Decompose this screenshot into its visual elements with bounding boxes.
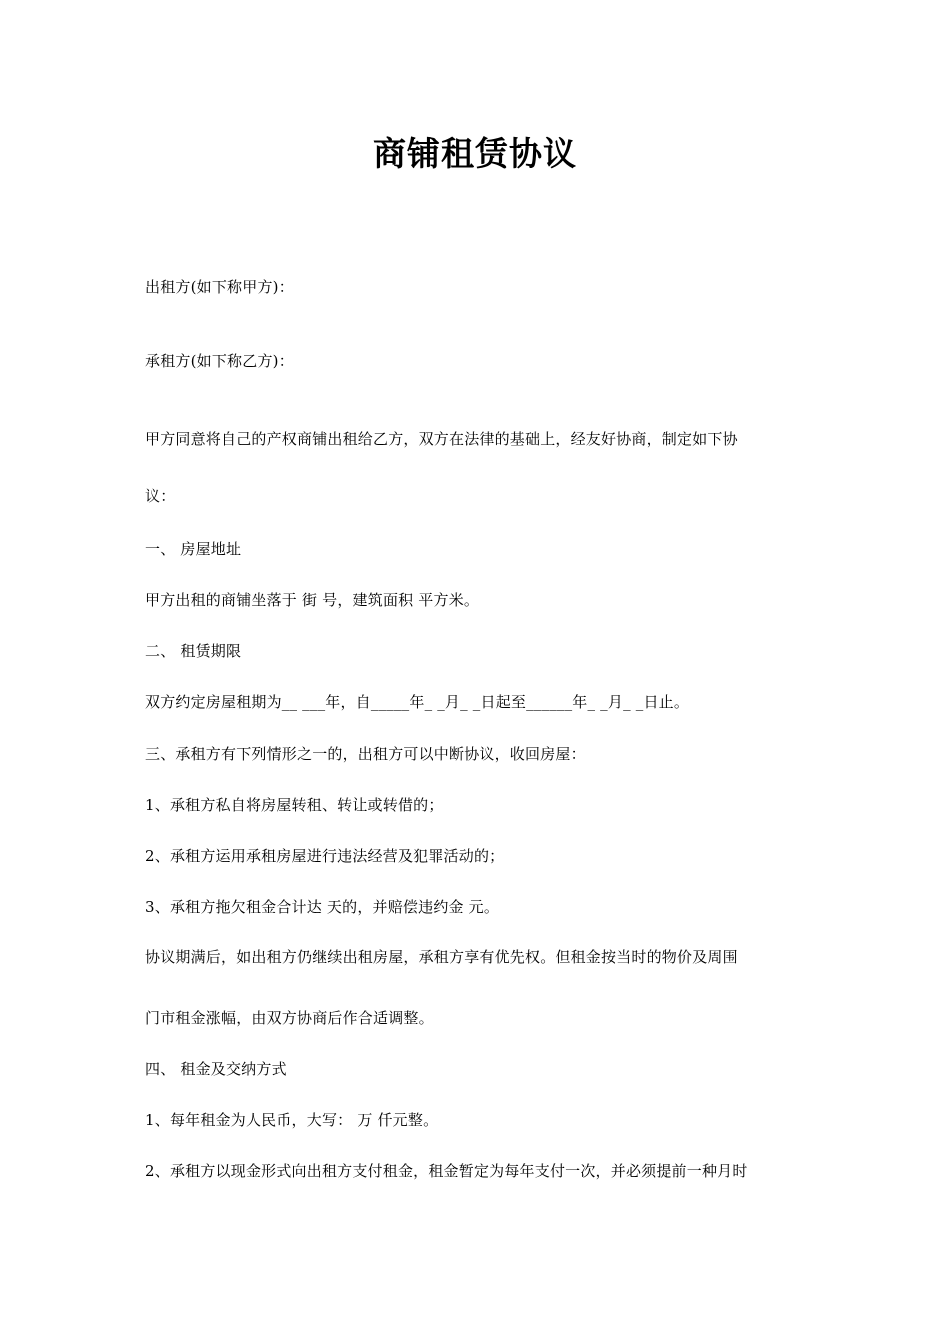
- section-heading-termination: 三、承租方有下列情形之一的，出租方可以中断协议，收回房屋：: [145, 745, 586, 763]
- section-heading-address: 一、 房屋地址: [145, 540, 242, 558]
- section-heading-term: 二、 租赁期限: [145, 642, 242, 660]
- termination-item-3: 3、承租方拖欠租金合计达 天的，并赔偿违约金 元。: [145, 898, 500, 916]
- termination-item-1: 1、承租方私自将房屋转租、转让或转借的；: [145, 796, 444, 814]
- agreement-intro: 甲方同意将自己的产权商铺出租给乙方，双方在法律的基础上，经友好协商，制定如下协: [145, 430, 738, 448]
- document-title: 商铺租赁协议: [373, 134, 577, 173]
- agreement-intro-continued: 议：: [145, 487, 176, 505]
- rent-item-2: 2、承租方以现金形式向出租方支付租金，租金暂定为每年支付一次，并必须提前一种月时: [145, 1162, 748, 1180]
- rent-item-1: 1、每年租金为人民币，大写： 万 仟元整。: [145, 1111, 439, 1129]
- address-clause: 甲方出租的商铺坐落于 街 号，建筑面积 平方米。: [145, 591, 480, 609]
- renewal-clause-continued: 门市租金涨幅，由双方协商后作合适调整。: [145, 1009, 434, 1027]
- term-clause: 双方约定房屋租期为__ ___年，自_____年_ _月_ _日起至______年_ _月_ _日止。: [145, 693, 690, 711]
- section-heading-rent: 四、 租金及交纳方式: [145, 1060, 287, 1078]
- lessee-line: 承租方(如下称乙方)：: [145, 352, 294, 370]
- lessor-line: 出租方(如下称甲方)：: [145, 278, 294, 296]
- renewal-clause: 协议期满后，如出租方仍继续出租房屋，承租方享有优先权。但租金按当时的物价及周围: [145, 948, 738, 966]
- termination-item-2: 2、承租方运用承租房屋进行违法经营及犯罪活动的；: [145, 847, 505, 865]
